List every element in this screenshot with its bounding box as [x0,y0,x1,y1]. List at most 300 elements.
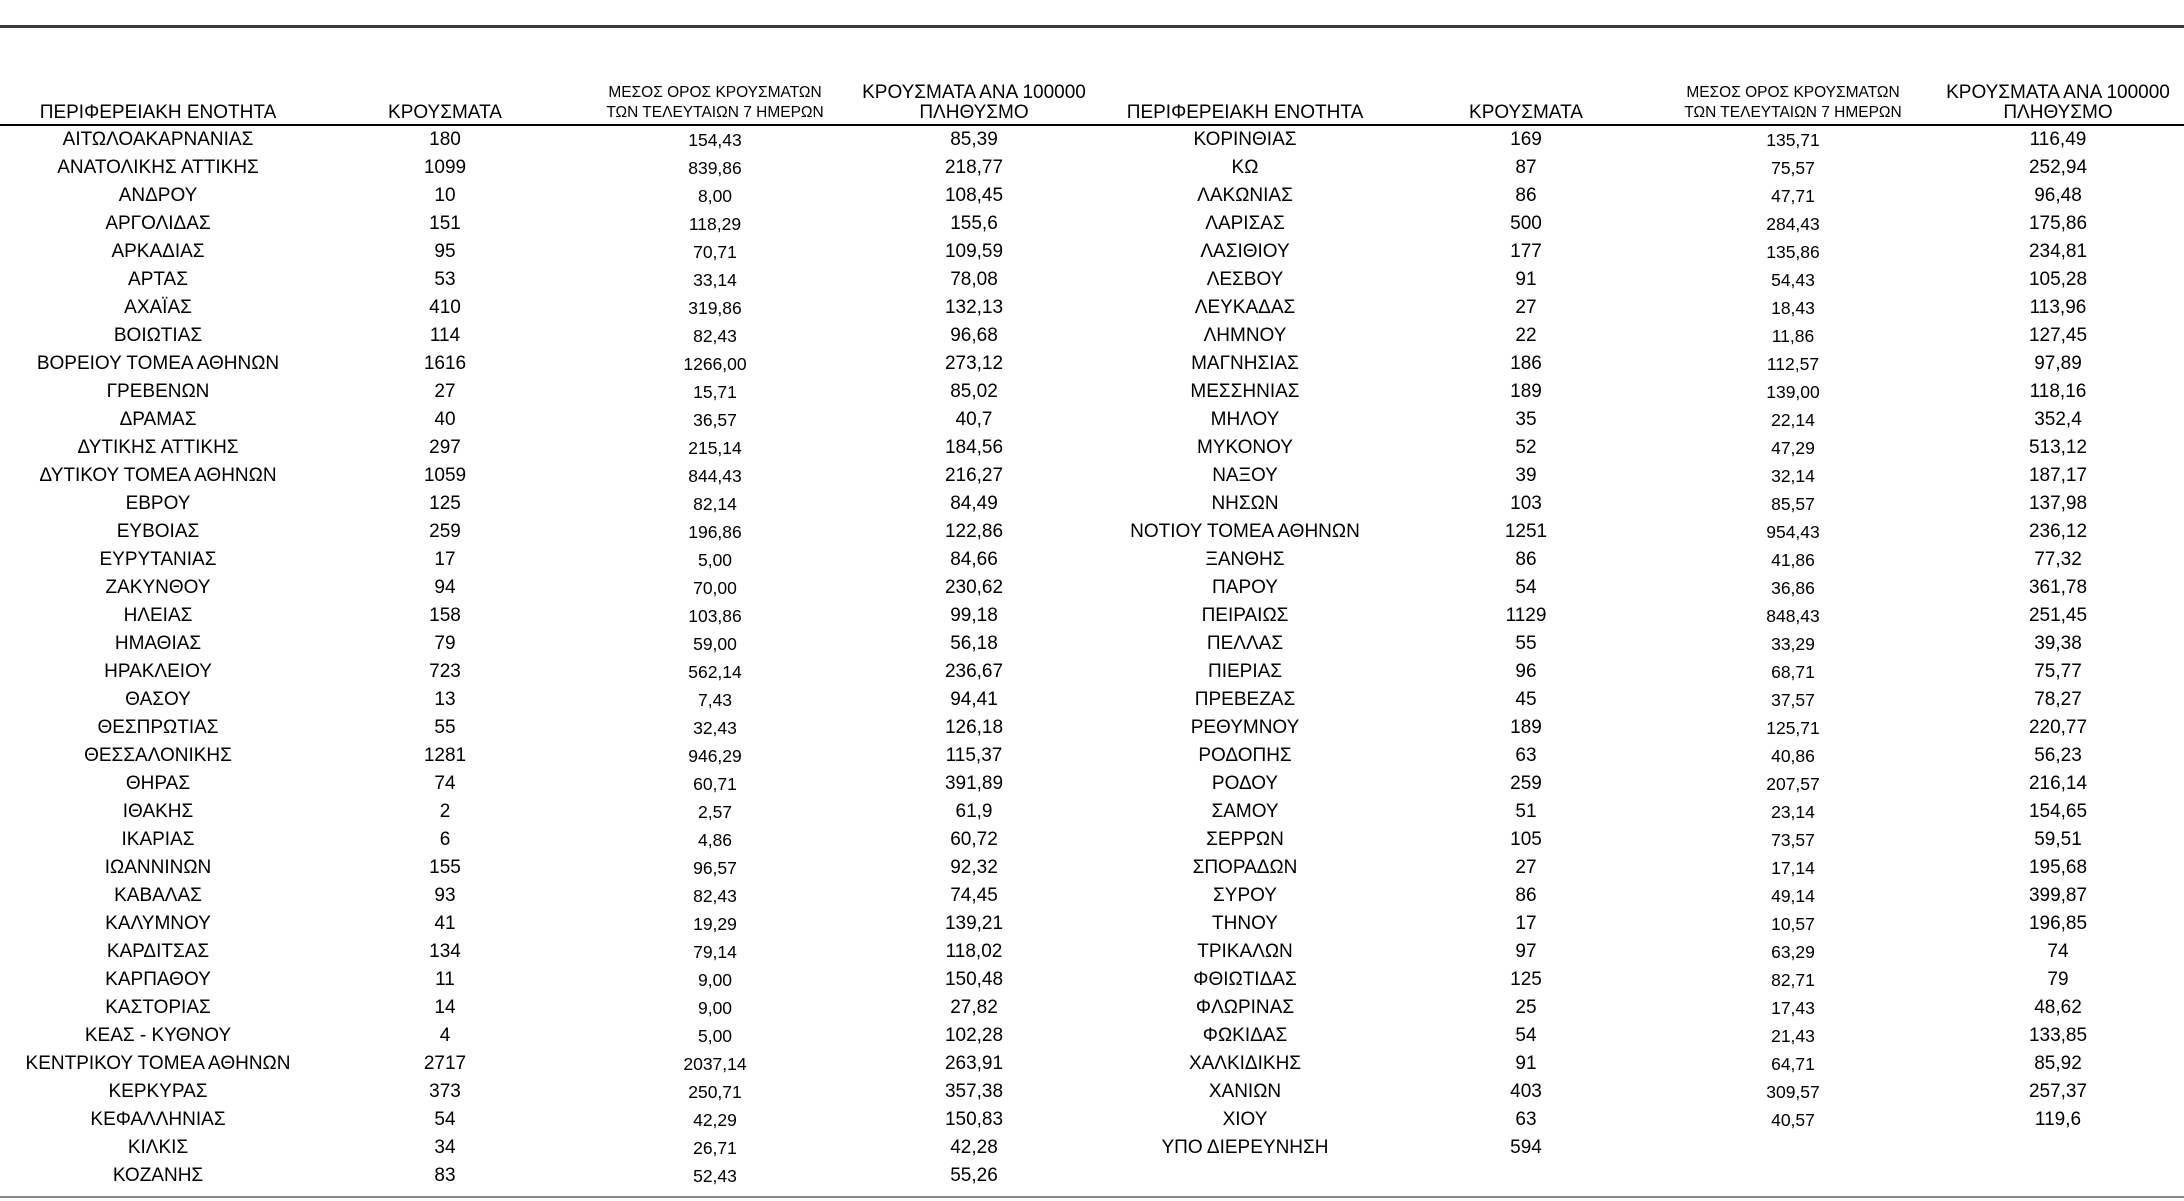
cases-cell: 34 [434,1137,456,1158]
cases-per-100k-cell: 55,26 [950,1165,998,1186]
cases-per-100k-cell: 196,85 [2028,913,2088,934]
region-name-cell: ΛΑΣΙΘΙΟΥ [1200,241,1290,262]
table-row [1092,798,2184,826]
cases-per-100k-cell: 361,78 [2028,577,2088,598]
table-row [1092,630,2184,658]
cases-per-100k-cell: 42,28 [950,1137,998,1158]
cases-cell: 91 [1515,1053,1537,1074]
table-row [1092,490,2184,518]
avg-7-days-cell: 562,14 [688,661,742,682]
avg-7-days-cell: 36,86 [1771,577,1815,598]
cases-cell: 25 [1515,997,1537,1018]
cases-cell: 2 [439,801,451,822]
table-row [1092,126,2184,154]
region-name-cell: ΕΥΒΟΙΑΣ [116,521,200,542]
cases-cell: 151 [429,213,461,234]
cases-per-100k-cell: 122,86 [944,521,1004,542]
avg-7-days-cell: 2,57 [697,801,733,822]
avg-7-days-cell: 32,14 [1771,465,1815,486]
avg-7-days-cell: 2037,14 [683,1053,747,1074]
avg-7-days-cell: 15,71 [693,381,737,402]
table-row [0,770,1092,798]
table-row [1092,1022,2184,1050]
region-name-cell: ΣΥΡΟΥ [1213,885,1277,906]
cases-cell: 1099 [423,157,467,178]
table-row [0,994,1092,1022]
table-row [0,266,1092,294]
cases-cell: 169 [1510,129,1542,150]
avg-7-days-cell: 207,57 [1766,773,1820,794]
region-name-cell: ΝΗΣΩΝ [1211,493,1279,514]
region-name-cell: ΕΒΡΟΥ [125,493,191,514]
region-name-cell: ΞΑΝΘΗΣ [1205,549,1285,570]
cases-cell: 40 [434,409,456,430]
cases-per-100k-cell: 126,18 [944,717,1004,738]
table-row [0,798,1092,826]
cases-per-100k-cell: 119,6 [2034,1109,2082,1130]
cases-cell: 186 [1510,353,1542,374]
cases-per-100k-cell: 78,27 [2034,689,2082,710]
region-name-cell: ΗΡΑΚΛΕΙΟΥ [104,661,212,682]
table-row [0,602,1092,630]
cases-per-100k-cell: 251,45 [2028,605,2088,626]
region-name-cell: ΑΧΑΪΑΣ [124,297,192,318]
cases-cell: 155 [429,857,461,878]
avg-7-days-cell: 19,29 [693,913,737,934]
cases-per-100k-cell: 113,96 [2029,297,2087,318]
region-name-cell: ΡΕΘΥΜΝΟΥ [1190,717,1300,738]
cases-per-100k-cell: 236,12 [2028,521,2088,542]
cases-per-100k-cell: 236,67 [944,661,1004,682]
cases-cell: 83 [434,1165,456,1186]
cases-cell: 594 [1510,1137,1542,1158]
table-row [0,378,1092,406]
table-row [1092,686,2184,714]
region-name-cell: ΜΥΚΟΝΟΥ [1197,437,1293,458]
table-row [0,1050,1092,1078]
top-rule [0,25,2184,28]
cases-cell: 95 [434,241,456,262]
header-region: ΠΕΡΙΦΕΡΕΙΑΚΗ ΕΝΟΤΗΤΑ [39,102,277,123]
avg-7-days-cell: 32,43 [693,717,737,738]
table-row [1092,994,2184,1022]
cases-cell: 1251 [1504,521,1548,542]
cases-per-100k-cell: 84,66 [950,549,998,570]
avg-7-days-cell: 11,86 [1771,325,1815,346]
table-row [0,350,1092,378]
table-row [1092,910,2184,938]
region-name-cell: ΚΟΡΙΝΘΙΑΣ [1193,129,1297,150]
cases-per-100k-cell: 234,81 [2028,241,2088,262]
cases-per-100k-cell: 137,98 [2028,493,2088,514]
region-name-cell: ΠΑΡΟΥ [1212,577,1278,598]
cases-per-100k-cell: 230,62 [944,577,1004,598]
region-name-cell: ΑΡΚΑΔΙΑΣ [111,241,205,262]
avg-7-days-cell: 70,71 [693,241,737,262]
cases-per-100k-cell: 399,87 [2028,885,2088,906]
cases-cell: 158 [429,605,461,626]
table-row [0,1022,1092,1050]
cases-per-100k-cell: 105,28 [2028,269,2088,290]
region-name-cell: ΑΡΤΑΣ [128,269,188,290]
cases-per-100k-cell: 155,6 [950,213,998,234]
avg-7-days-cell: 47,29 [1771,437,1815,458]
region-name-cell: ΜΑΓΝΗΣΙΑΣ [1191,353,1299,374]
cases-cell: 1616 [423,353,467,374]
region-name-cell: ΜΕΣΣΗΝΙΑΣ [1190,381,1300,402]
cases-cell: 54 [1515,1025,1537,1046]
region-name-cell: ΧΑΛΚΙΔΙΚΗΣ [1188,1053,1302,1074]
cases-per-100k-cell: 118,02 [945,941,1003,962]
region-name-cell: ΛΗΜΝΟΥ [1203,325,1287,346]
cases-per-100k-cell: 216,14 [2028,773,2088,794]
region-name-cell: ΜΗΛΟΥ [1210,409,1280,430]
region-name-cell: ΒΟΙΩΤΙΑΣ [113,325,203,346]
cases-cell: 125 [1510,969,1542,990]
table-row [0,518,1092,546]
avg-7-days-cell: 64,71 [1771,1053,1815,1074]
cases-per-100k-cell: 115,37 [945,745,1003,766]
table-row [1092,518,2184,546]
avg-7-days-cell: 33,14 [693,269,737,290]
region-name-cell: ΙΚΑΡΙΑΣ [121,829,195,850]
region-name-cell: ΝΑΞΟΥ [1212,465,1278,486]
avg-7-days-cell: 319,86 [688,297,742,318]
table-row [0,1106,1092,1134]
table-row [1092,1050,2184,1078]
avg-7-days-cell: 41,86 [1771,549,1815,570]
avg-7-days-cell: 36,57 [693,409,737,430]
cases-per-100k-cell: 60,72 [950,829,998,850]
cases-cell: 97 [1515,941,1537,962]
cases-cell: 1129 [1505,605,1547,626]
avg-7-days-cell: 4,86 [697,829,733,850]
table-row [0,742,1092,770]
region-name-cell: ΑΡΓΟΛΙΔΑΣ [105,213,211,234]
avg-7-days-cell: 839,86 [688,157,742,178]
table-row [0,714,1092,742]
avg-7-days-cell: 135,86 [1766,241,1820,262]
table-row [1092,966,2184,994]
cases-cell: 53 [434,269,456,290]
table-header [1092,74,2184,126]
avg-7-days-cell: 49,14 [1771,885,1815,906]
avg-7-days-cell: 284,43 [1766,213,1820,234]
region-name-cell: ΥΠΟ ΔΙΕΡΕΥΝΗΣΗ [1161,1137,1329,1158]
cases-per-100k-cell: 187,17 [2028,465,2088,486]
table-row [0,966,1092,994]
table-row [0,182,1092,210]
table-row [1092,546,2184,574]
cases-per-100k-cell: 154,65 [2028,801,2088,822]
region-name-cell: ΣΠΟΡΑΔΩΝ [1192,857,1298,878]
cases-cell: 17 [1515,913,1537,934]
cases-per-100k-cell: 218,77 [944,157,1004,178]
cases-cell: 63 [1515,1109,1537,1130]
region-name-cell: ΙΘΑΚΗΣ [122,801,194,822]
table-row [0,294,1092,322]
table-row [1092,742,2184,770]
table-row [1092,1134,2184,1162]
cases-cell: 63 [1515,745,1537,766]
header-cases-per-100k: ΚΡΟΥΣΜΑΤΑ ΑΝΑ 100000 ΠΛΗΘΥΣΜΟ [1946,82,2170,123]
region-name-cell: ΘΕΣΠΡΩΤΙΑΣ [97,717,219,738]
cases-per-100k-cell: 56,23 [2034,745,2082,766]
region-name-cell: ΚΟΖΑΝΗΣ [112,1165,204,1186]
cases-per-100k-cell: 74 [2047,941,2069,962]
avg-7-days-cell: 52,43 [693,1165,737,1186]
table-row [1092,770,2184,798]
cases-per-100k-cell: 352,4 [2034,409,2082,430]
cases-cell: 259 [1510,773,1542,794]
table-row [1092,574,2184,602]
cases-cell: 4 [439,1025,451,1046]
table-row [0,322,1092,350]
table-body [1092,126,2184,1162]
table-row [1092,938,2184,966]
cases-per-100k-cell: 39,38 [2034,633,2082,654]
avg-7-days-cell: 154,43 [688,129,742,150]
cases-per-100k-cell: 40,7 [955,409,993,430]
avg-7-days-cell: 33,29 [1771,633,1815,654]
avg-7-days-cell: 125,71 [1766,717,1820,738]
avg-7-days-cell: 135,71 [1766,129,1820,150]
table-row [1092,1106,2184,1134]
avg-7-days-cell: 309,57 [1766,1081,1820,1102]
avg-7-days-cell: 40,86 [1771,745,1815,766]
cases-cell: 41 [434,913,456,934]
region-name-cell: ΝΟΤΙΟΥ ΤΟΜΕΑ ΑΘΗΝΩΝ [1130,521,1360,542]
cases-cell: 55 [434,717,456,738]
avg-7-days-cell: 75,57 [1771,157,1815,178]
cases-table-right [1092,74,2184,1162]
avg-7-days-cell: 26,71 [693,1137,737,1158]
table-row [0,630,1092,658]
cases-per-100k-cell: 84,49 [950,493,998,514]
table-row [0,882,1092,910]
region-name-cell: ΚΙΛΚΙΣ [127,1137,189,1158]
cases-cell: 74 [434,773,456,794]
table-row [0,434,1092,462]
region-name-cell: ΣΑΜΟΥ [1211,801,1279,822]
cases-per-100k-cell: 59,51 [2034,829,2082,850]
cases-cell: 180 [429,129,461,150]
region-name-cell: ΠΕΛΛΑΣ [1206,633,1284,654]
cases-cell: 114 [429,325,461,346]
cases-per-100k-cell: 513,12 [2028,437,2088,458]
region-name-cell: ΔΡΑΜΑΣ [119,409,197,430]
cases-cell: 259 [429,521,461,542]
avg-7-days-cell: 9,00 [697,969,733,990]
table-row [1092,658,2184,686]
cases-per-100k-cell: 74,45 [950,885,998,906]
avg-7-days-cell: 250,71 [688,1081,742,1102]
cases-cell: 103 [1510,493,1542,514]
cases-cell: 177 [1510,241,1542,262]
avg-7-days-cell: 954,43 [1766,521,1820,542]
cases-cell: 91 [1515,269,1537,290]
cases-cell: 51 [1515,801,1537,822]
cases-per-100k-cell: 150,48 [944,969,1004,990]
cases-cell: 13 [434,689,456,710]
table-row [1092,154,2184,182]
avg-7-days-cell: 79,14 [693,941,737,962]
region-name-cell: ΘΕΣΣΑΛΟΝΙΚΗΣ [84,745,232,766]
avg-7-days-cell: 946,29 [688,745,742,766]
region-name-cell: ΖΑΚΥΝΘΟΥ [105,577,211,598]
region-name-cell: ΚΑΛΥΜΝΟΥ [105,913,211,934]
avg-7-days-cell: 17,43 [1771,997,1815,1018]
avg-7-days-cell: 5,00 [697,1025,733,1046]
table-row [1092,210,2184,238]
table-row [1092,378,2184,406]
cases-cell: 10 [434,185,456,206]
cases-cell: 22 [1515,325,1537,346]
cases-per-100k-cell: 391,89 [944,773,1004,794]
avg-7-days-cell: 47,71 [1771,185,1815,206]
avg-7-days-cell: 9,00 [697,997,733,1018]
cases-per-100k-cell: 195,68 [2028,857,2088,878]
region-name-cell: ΤΡΙΚΑΛΩΝ [1197,941,1293,962]
region-name-cell: ΛΕΥΚΑΔΑΣ [1194,297,1296,318]
region-name-cell: ΣΕΡΡΩΝ [1206,829,1284,850]
table-row [0,1078,1092,1106]
avg-7-days-cell: 112,57 [1766,353,1820,374]
avg-7-days-cell: 82,14 [693,493,737,514]
region-name-cell: ΑΙΤΩΛΟΑΚΑΡΝΑΝΙΑΣ [62,129,254,150]
cases-cell: 39 [1515,465,1537,486]
cases-cell: 27 [1515,297,1537,318]
table-row [1092,182,2184,210]
header-avg-7-days: ΜΕΣΟΣ ΟΡΟΣ ΚΡΟΥΣΜΑΤΩΝ ΤΩΝ ΤΕΛΕΥΤΑΙΩΝ 7 ΗΜΕΡΩΝ [1684,84,1902,121]
cases-cell: 125 [429,493,461,514]
table-row [1092,350,2184,378]
avg-7-days-cell: 215,14 [688,437,742,458]
avg-7-days-cell: 103,86 [688,605,742,626]
avg-7-days-cell: 54,43 [1771,269,1815,290]
avg-7-days-cell: 8,00 [697,185,733,206]
table-row [1092,1078,2184,1106]
cases-cell: 79 [434,633,456,654]
cases-per-100k-cell: 118,16 [2029,381,2087,402]
cases-cell: 11 [435,969,455,990]
cases-per-100k-cell: 99,18 [950,605,998,626]
region-name-cell: ΡΟΔΟΥ [1211,773,1279,794]
cases-cell: 27 [434,381,456,402]
region-name-cell: ΧΙΟΥ [1222,1109,1268,1130]
cases-cell: 54 [434,1109,456,1130]
table-body [0,126,1092,1190]
cases-cell: 189 [1510,381,1542,402]
cases-per-100k-cell: 77,32 [2034,549,2082,570]
cases-cell: 96 [1515,661,1537,682]
region-name-cell: ΘΗΡΑΣ [125,773,191,794]
cases-per-100k-cell: 116,49 [2029,129,2087,150]
avg-7-days-cell: 848,43 [1766,605,1820,626]
cases-per-100k-cell: 175,86 [2028,213,2088,234]
table-row [0,406,1092,434]
cases-per-100k-cell: 85,02 [950,381,998,402]
region-name-cell: ΤΗΝΟΥ [1212,913,1278,934]
region-name-cell: ΑΝΔΡΟΥ [118,185,198,206]
cases-per-100k-cell: 108,45 [944,185,1004,206]
cases-cell: 373 [429,1081,461,1102]
table-row [1092,434,2184,462]
cases-per-100k-cell: 56,18 [950,633,998,654]
cases-cell: 189 [1510,717,1542,738]
cases-cell: 2717 [423,1053,467,1074]
cases-table-left [0,74,1092,1190]
region-name-cell: ΦΘΙΩΤΙΔΑΣ [1193,969,1297,990]
region-name-cell: ΦΩΚΙΔΑΣ [1202,1025,1288,1046]
cases-per-100k-cell: 216,27 [944,465,1004,486]
table-row [1092,882,2184,910]
avg-7-days-cell: 42,29 [693,1109,737,1130]
region-name-cell: ΚΕΦΑΛΛΗΝΙΑΣ [90,1109,226,1130]
cases-cell: 1281 [423,745,467,766]
avg-7-days-cell: 196,86 [688,521,742,542]
region-name-cell: ΕΥΡΥΤΑΝΙΑΣ [99,549,217,570]
region-name-cell: ΠΕΙΡΑΙΩΣ [1201,605,1289,626]
region-name-cell: ΚΑΡΠΑΘΟΥ [105,969,211,990]
avg-7-days-cell: 85,57 [1771,493,1815,514]
cases-per-100k-cell: 139,21 [944,913,1004,934]
table-row [0,658,1092,686]
cases-cell: 14 [434,997,456,1018]
table-row [1092,714,2184,742]
cases-per-100k-cell: 85,92 [2034,1053,2082,1074]
cases-per-100k-cell: 133,85 [2028,1025,2088,1046]
cases-per-100k-cell: 273,12 [944,353,1004,374]
region-name-cell: ΚΩ [1231,157,1259,178]
cases-cell: 87 [1515,157,1537,178]
header-cases-per-100k: ΚΡΟΥΣΜΑΤΑ ΑΝΑ 100000 ΠΛΗΘΥΣΜΟ [862,82,1086,123]
region-name-cell: ΑΝΑΤΟΛΙΚΗΣ ΑΤΤΙΚΗΣ [57,157,259,178]
table-row [0,854,1092,882]
avg-7-days-cell: 1266,00 [683,353,747,374]
avg-7-days-cell: 40,57 [1771,1109,1815,1130]
cases-cell: 723 [429,661,461,682]
table-row [0,826,1092,854]
header-cases: ΚΡΟΥΣΜΑΤΑ [1469,102,1583,123]
cases-per-100k-cell: 132,13 [944,297,1004,318]
avg-7-days-cell: 844,43 [688,465,742,486]
cases-per-100k-cell: 109,59 [944,241,1004,262]
region-name-cell: ΔΥΤΙΚΟΥ ΤΟΜΕΑ ΑΘΗΝΩΝ [39,465,277,486]
cases-cell: 52 [1515,437,1537,458]
cases-cell: 6 [439,829,451,850]
table-row [0,1134,1092,1162]
avg-7-days-cell: 139,00 [1766,381,1820,402]
cases-cell: 297 [429,437,461,458]
cases-per-100k-cell: 252,94 [2028,157,2088,178]
table-header [0,74,1092,126]
avg-7-days-cell: 59,00 [693,633,737,654]
region-name-cell: ΓΡΕΒΕΝΩΝ [106,381,210,402]
cases-cell: 500 [1510,213,1542,234]
cases-per-100k-cell: 96,68 [950,325,998,346]
avg-7-days-cell: 21,43 [1771,1025,1815,1046]
region-name-cell: ΦΛΩΡΙΝΑΣ [1195,997,1295,1018]
avg-7-days-cell: 60,71 [693,773,737,794]
table-row [0,238,1092,266]
cases-cell: 94 [434,577,456,598]
region-name-cell: ΚΑΡΔΙΤΣΑΣ [106,941,210,962]
avg-7-days-cell: 5,00 [697,549,733,570]
region-name-cell: ΚΑΣΤΟΡΙΑΣ [105,997,211,1018]
cases-per-100k-cell: 79 [2047,969,2069,990]
region-name-cell: ΒΟΡΕΙΟΥ ΤΟΜΕΑ ΑΘΗΝΩΝ [36,353,280,374]
